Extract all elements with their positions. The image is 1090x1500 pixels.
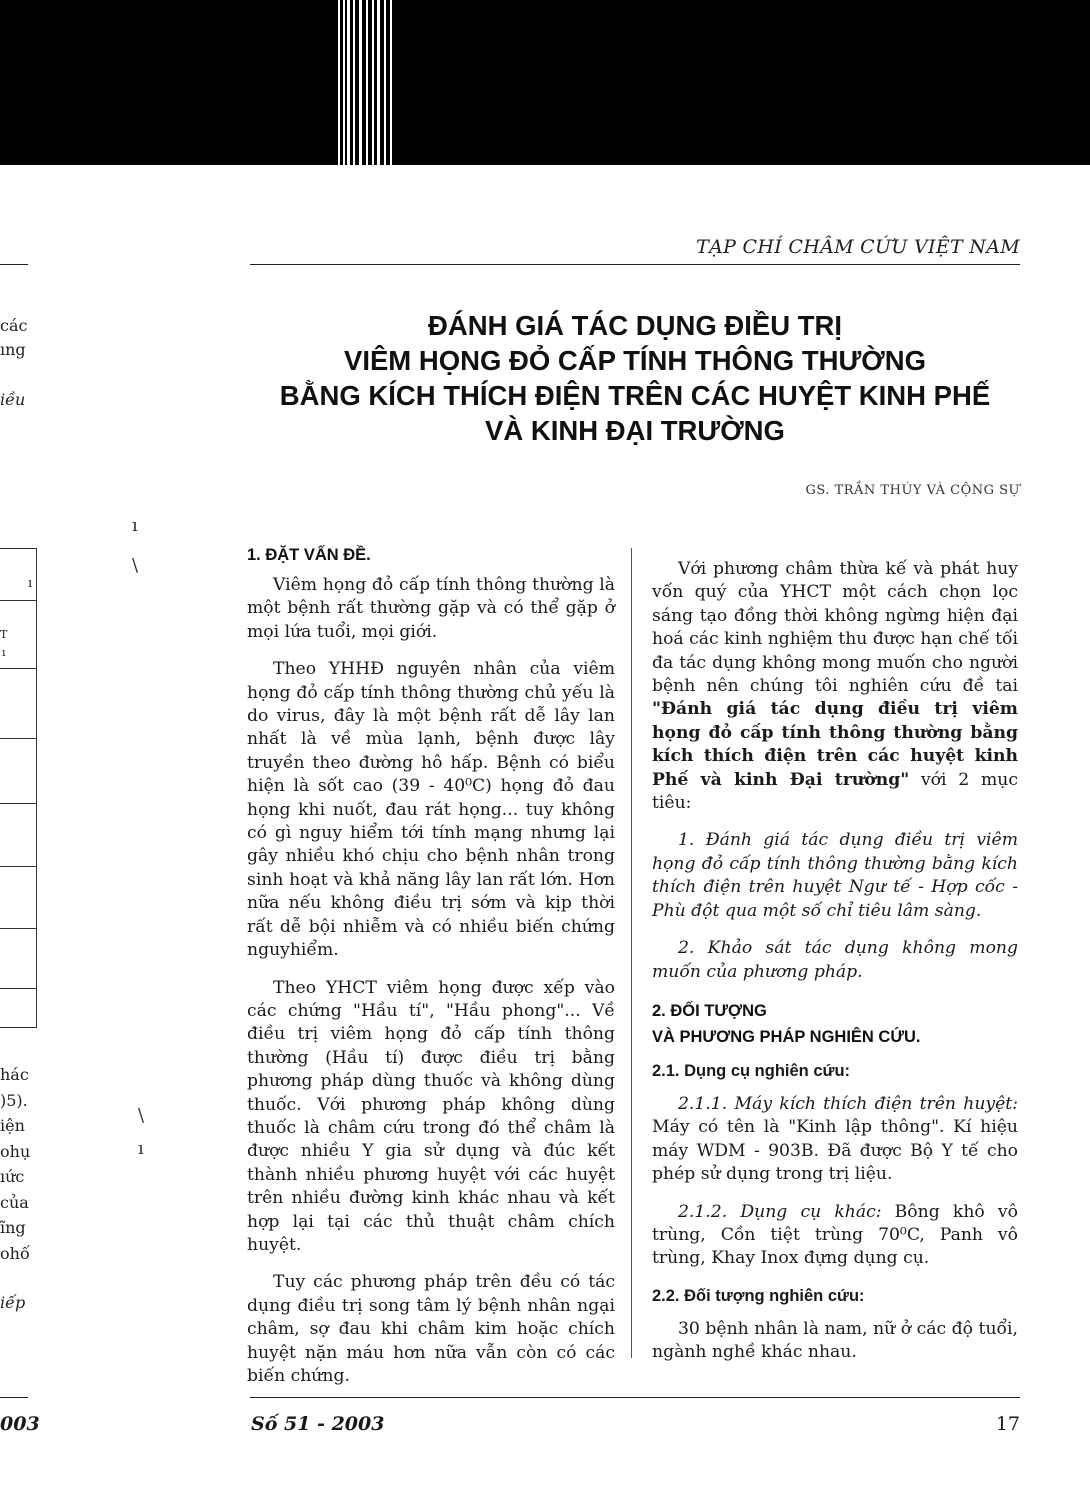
fragment-text: ohụ (0, 1141, 31, 1161)
fragment-text: ıức (0, 1167, 25, 1186)
paragraph (652, 1201, 1018, 1271)
fragment-text: ĩng (0, 1218, 26, 1237)
title-line: ĐÁNH GIÁ TÁC DỤNG ĐIỀU TRỊ (427, 310, 843, 341)
footer-rule (250, 1397, 1020, 1398)
barcode-strip (336, 0, 396, 165)
paragraph (652, 1093, 1018, 1187)
fragment-text: hác (0, 1065, 29, 1084)
item-label: 2.1.1. Máy kích thích điện trên huyệt: (678, 1093, 1018, 1114)
left-page-rule (0, 264, 28, 265)
scan-mark: ı (132, 515, 138, 536)
left-page-footer: 003 (0, 1413, 40, 1435)
study-title-emphasis: "Đánh giá tác dụng điều trị viêm họng đỏ cấp tính thông thường bằng kích thích điện trên các huyệt kinh Phế và kinh Đại trường" (652, 699, 1018, 790)
section-heading (652, 998, 1018, 1050)
header-rule (250, 264, 1020, 265)
left-page-fragment (0, 1062, 30, 1316)
left-footer-rule (0, 1397, 28, 1398)
fragment-text: T (0, 628, 8, 641)
paragraph: Viêm họng đỏ cấp tính thông thường là một bệnh rất thường gặp và có thể gặp ở mọi lứa tuổi, mọi giới. (247, 575, 615, 642)
section-heading-line: 2. ĐỐI TƯỢNG (652, 1001, 767, 1020)
paragraph (652, 558, 1018, 815)
goal-item: 2. Khảo sát tác dụng không mong muốn của phương pháp. (652, 938, 1018, 982)
journal-header: TẠP CHÍ CHÂM CỨU VIỆT NAM (696, 236, 1020, 258)
section-heading-line: VÀ PHƯƠNG PHÁP NGHIÊN CỨU. (652, 1027, 921, 1046)
section-heading: 1. ĐẶT VẤN ĐỀ. (247, 546, 371, 564)
subsection-heading: 2.1. Dụng cụ nghiên cứu: (652, 1061, 851, 1080)
author-line: GS. TRẦN THÚY VÀ CỘNG SỰ (805, 483, 1020, 498)
left-page-table-fragment (0, 548, 37, 1028)
fragment-text: )5). (0, 1090, 28, 1110)
title-line: BẰNG KÍCH THÍCH ĐIỆN TRÊN CÁC HUYỆT KINH PHẾ (279, 380, 991, 411)
paragraph: Tuy các phương pháp trên đều có tác dụng điều trị song tâm lý bệnh nhân ngại châm, sợ đau khi châm kim hoặc chích huyệt nặn máu hơn nữa vẫn còn có các biến chứng. (247, 1272, 615, 1386)
goal-item: 1. Đánh giá tác dụng điều trị viêm họng đỏ cấp tính thông thường bằng kích thích điện trên huyệt Ngư tế - Hợp cốc - Phù đột qua một số chỉ tiêu lâm sàng. (652, 830, 1018, 921)
page-number: 17 (995, 1413, 1020, 1435)
fragment-text: ıng (0, 340, 26, 359)
paragraph-text: Với phương châm thừa kế và phát huy vốn quý của YHCT một cách chọn lọc sáng tạo đồng thời không ngừng hiện đại hoá các kinh nghiệm thu được hạn chế tối đa tác dụng không mong muốn cho người bệnh nên chúng tôi nghiên cứu đề tai (652, 559, 1018, 697)
paragraph-text: với 2 mục tiêu: (652, 769, 1019, 814)
title-line: VIÊM HỌNG ĐỎ CẤP TÍNH THÔNG THƯỜNG (343, 345, 927, 376)
body-column-left (247, 542, 615, 1402)
fragment-text: ı (28, 576, 33, 591)
fragment-text: iện (0, 1116, 25, 1135)
fragment-text: các (0, 316, 28, 335)
fragment-text: ohố (0, 1243, 30, 1263)
article-title (250, 308, 1020, 448)
scan-mark: \ (138, 1105, 145, 1126)
left-page-fragment (0, 314, 27, 412)
column-divider (631, 548, 632, 1358)
scan-mark: ı (138, 1138, 144, 1159)
fragment-text: iếp (0, 1293, 26, 1312)
issue-number: Số 51 - 2003 (251, 1413, 385, 1435)
paragraph-text: Máy có tên là "Kinh lập thông". Kí hiệu máy WDM - 903B. Đã được Bộ Y tế cho phép sử dụng trong trị liệu. (652, 1117, 1018, 1185)
scan-top-band (0, 0, 1090, 165)
fragment-text: của (0, 1192, 29, 1212)
paragraph-text: Bông khô vô trùng, Cồn tiệt trùng 70⁰C, Panh vô trùng, Khay Inox đựng dụng cụ. (652, 1201, 1018, 1269)
title-line: VÀ KINH ĐẠI TRƯỜNG (485, 415, 785, 446)
scan-mark: \ (132, 555, 139, 576)
paragraph: 30 bệnh nhân là nam, nữ ở các độ tuổi, ngành nghề khác nhau. (652, 1318, 1018, 1363)
item-label: 2.1.2. Dụng cụ khác: (678, 1201, 882, 1222)
paragraph: Theo YHHĐ nguyên nhân của viêm họng đỏ cấp tính thông thường chủ yếu là do virus, đây là một bệnh rất dễ lây lan nhất là về mùa lạnh, bệnh được lây truyền theo đường hô hấp. Bệnh có biểu hiện là sốt cao (39 - 40⁰C) họng đỏ đau họng khi nuốt, đau rát họng... tuy không có gì nguy hiểm tới tính mạng nhưng lại gây nhiều khó chịu cho bệnh nhân trong sinh hoạt và khả năng lây lan rất lớn. Hơn nữa nếu không điều trị sớm và kịp thời rất dễ bội nhiễm và có nhiều biến chứng nguyhiểm. (247, 659, 615, 961)
body-column-right (652, 558, 1018, 1379)
fragment-text: ı (2, 646, 6, 659)
fragment-text: iều (0, 390, 26, 409)
subsection-heading: 2.2. Đối tượng nghiên cứu: (652, 1286, 865, 1305)
paragraph: Theo YHCT viêm họng được xếp vào các chứng "Hầu tí", "Hầu phong"... Về điều trị viêm họng đỏ cấp tính thông thường (Hầu tí) được điều trị bằng phương pháp dùng thuốc và không dùng thuốc. Với phương pháp không dùng thuốc là châm cứu trong đó thể châm là được nhiều Y gia sử dụng và đúc kết thành nhiều phương huyệt với các huyệt trên nhiều đường kinh khác nhau và kết hợp lại tại các thủ thuật châm chích huyệt. (247, 977, 615, 1255)
